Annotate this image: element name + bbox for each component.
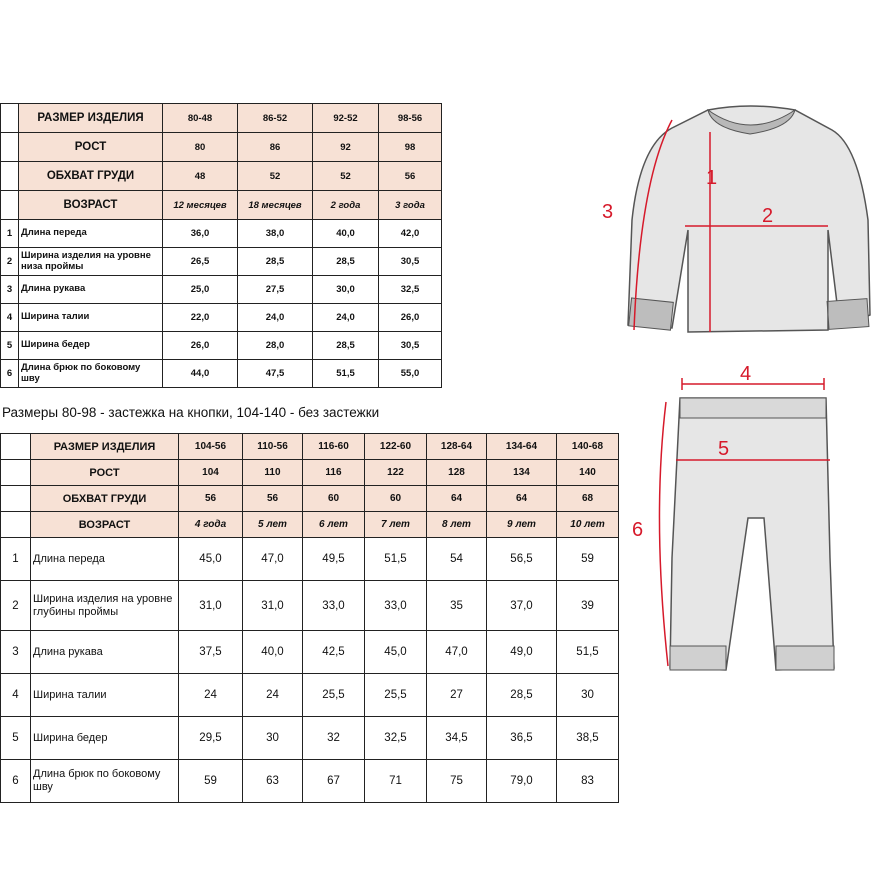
size-cell: 98-56 bbox=[379, 104, 442, 133]
value-cell: 36,5 bbox=[487, 717, 557, 760]
value-cell: 42,0 bbox=[379, 220, 442, 248]
chest-cell: 56 bbox=[179, 486, 243, 512]
row-number: 6 bbox=[1, 760, 31, 803]
value-cell: 33,0 bbox=[365, 581, 427, 631]
value-cell: 71 bbox=[365, 760, 427, 803]
table-row bbox=[1, 332, 442, 360]
value-cell: 56,5 bbox=[487, 538, 557, 581]
blank-cell bbox=[1, 460, 31, 486]
table-row bbox=[1, 304, 442, 332]
table-row bbox=[1, 248, 442, 276]
size-cell: 80-48 bbox=[163, 104, 238, 133]
value-cell: 27 bbox=[427, 674, 487, 717]
value-cell: 25,0 bbox=[163, 276, 238, 304]
value-cell: 28,5 bbox=[313, 332, 379, 360]
value-cell: 37,0 bbox=[487, 581, 557, 631]
row-label: Ширина изделия на уровне глубины проймы bbox=[31, 581, 179, 631]
chest-cell: 48 bbox=[163, 162, 238, 191]
value-cell: 47,0 bbox=[427, 631, 487, 674]
age-cell: 2 года bbox=[313, 191, 379, 220]
row-number: 1 bbox=[1, 538, 31, 581]
blank-cell bbox=[1, 104, 19, 133]
chest-cell: 60 bbox=[365, 486, 427, 512]
value-cell: 40,0 bbox=[243, 631, 303, 674]
height-cell: 134 bbox=[487, 460, 557, 486]
value-cell: 45,0 bbox=[365, 631, 427, 674]
height-cell: 116 bbox=[303, 460, 365, 486]
table-row bbox=[1, 631, 619, 674]
size-cell: 116-60 bbox=[303, 434, 365, 460]
size-label: РАЗМЕР ИЗДЕЛИЯ bbox=[31, 434, 179, 460]
age-cell: 9 лет bbox=[487, 512, 557, 538]
row-number: 2 bbox=[1, 248, 19, 276]
header-row-size bbox=[1, 434, 619, 460]
value-cell: 30 bbox=[243, 717, 303, 760]
row-number: 5 bbox=[1, 332, 19, 360]
row-number: 1 bbox=[1, 220, 19, 248]
chest-label: ОБХВАТ ГРУДИ bbox=[19, 162, 163, 191]
value-cell: 24 bbox=[243, 674, 303, 717]
value-cell: 31,0 bbox=[179, 581, 243, 631]
row-number: 5 bbox=[1, 717, 31, 760]
value-cell: 28,5 bbox=[487, 674, 557, 717]
value-cell: 36,0 bbox=[163, 220, 238, 248]
header-row-height bbox=[1, 133, 442, 162]
pants-diagram bbox=[626, 358, 866, 678]
header-row-chest bbox=[1, 486, 619, 512]
value-cell: 22,0 bbox=[163, 304, 238, 332]
table-row bbox=[1, 220, 442, 248]
size-cell: 128-64 bbox=[427, 434, 487, 460]
table-row bbox=[1, 360, 442, 388]
measure-label-1: 1 bbox=[706, 167, 718, 189]
row-number: 4 bbox=[1, 304, 19, 332]
table-row bbox=[1, 276, 442, 304]
age-cell: 6 лет bbox=[303, 512, 365, 538]
value-cell: 35 bbox=[427, 581, 487, 631]
chest-cell: 68 bbox=[557, 486, 619, 512]
value-cell: 44,0 bbox=[163, 360, 238, 388]
value-cell: 28,5 bbox=[238, 248, 313, 276]
value-cell: 63 bbox=[243, 760, 303, 803]
row-label: Длина рукава bbox=[19, 276, 163, 304]
value-cell: 28,5 bbox=[313, 248, 379, 276]
value-cell: 59 bbox=[557, 538, 619, 581]
value-cell: 51,5 bbox=[365, 538, 427, 581]
value-cell: 79,0 bbox=[487, 760, 557, 803]
blank-cell bbox=[1, 191, 19, 220]
measure-label-2: 2 bbox=[762, 205, 774, 227]
value-cell: 38,0 bbox=[238, 220, 313, 248]
size-table-small bbox=[0, 103, 442, 388]
measure-label-6: 6 bbox=[632, 519, 644, 541]
chest-cell: 64 bbox=[427, 486, 487, 512]
value-cell: 49,5 bbox=[303, 538, 365, 581]
value-cell: 24 bbox=[179, 674, 243, 717]
value-cell: 67 bbox=[303, 760, 365, 803]
row-label: Ширина изделия на уровне низа проймы bbox=[19, 248, 163, 276]
value-cell: 47,5 bbox=[238, 360, 313, 388]
value-cell: 59 bbox=[179, 760, 243, 803]
value-cell: 40,0 bbox=[313, 220, 379, 248]
age-cell: 8 лет bbox=[427, 512, 487, 538]
size-cell: 134-64 bbox=[487, 434, 557, 460]
age-label: ВОЗРАСТ bbox=[19, 191, 163, 220]
value-cell: 28,0 bbox=[238, 332, 313, 360]
height-cell: 128 bbox=[427, 460, 487, 486]
value-cell: 33,0 bbox=[303, 581, 365, 631]
row-label: Ширина талии bbox=[31, 674, 179, 717]
value-cell: 42,5 bbox=[303, 631, 365, 674]
age-cell: 4 года bbox=[179, 512, 243, 538]
value-cell: 32,5 bbox=[365, 717, 427, 760]
age-cell: 10 лет bbox=[557, 512, 619, 538]
table-row bbox=[1, 538, 619, 581]
height-cell: 110 bbox=[243, 460, 303, 486]
size-cell: 104-56 bbox=[179, 434, 243, 460]
chest-cell: 60 bbox=[303, 486, 365, 512]
value-cell: 26,5 bbox=[163, 248, 238, 276]
size-cell: 86-52 bbox=[238, 104, 313, 133]
value-cell: 29,5 bbox=[179, 717, 243, 760]
value-cell: 37,5 bbox=[179, 631, 243, 674]
row-label: Длина брюк по боковому шву bbox=[19, 360, 163, 388]
value-cell: 30 bbox=[557, 674, 619, 717]
height-label: РОСТ bbox=[31, 460, 179, 486]
row-label: Длина переда bbox=[31, 538, 179, 581]
blank-cell bbox=[1, 434, 31, 460]
closure-note: Размеры 80-98 - застежка на кнопки, 104-140 - без застежки bbox=[2, 405, 380, 420]
table-row bbox=[1, 581, 619, 631]
blank-cell bbox=[1, 512, 31, 538]
height-cell: 80 bbox=[163, 133, 238, 162]
age-cell: 18 месяцев bbox=[238, 191, 313, 220]
value-cell: 30,5 bbox=[379, 332, 442, 360]
size-label: РАЗМЕР ИЗДЕЛИЯ bbox=[19, 104, 163, 133]
value-cell: 32,5 bbox=[379, 276, 442, 304]
table-row bbox=[1, 674, 619, 717]
row-number: 3 bbox=[1, 631, 31, 674]
header-row-chest bbox=[1, 162, 442, 191]
value-cell: 45,0 bbox=[179, 538, 243, 581]
size-cell: 110-56 bbox=[243, 434, 303, 460]
row-number: 3 bbox=[1, 276, 19, 304]
age-cell: 5 лет bbox=[243, 512, 303, 538]
value-cell: 25,5 bbox=[303, 674, 365, 717]
size-cell: 122-60 bbox=[365, 434, 427, 460]
value-cell: 54 bbox=[427, 538, 487, 581]
chest-cell: 56 bbox=[379, 162, 442, 191]
height-cell: 140 bbox=[557, 460, 619, 486]
value-cell: 26,0 bbox=[379, 304, 442, 332]
value-cell: 83 bbox=[557, 760, 619, 803]
sweatshirt-diagram bbox=[600, 100, 878, 350]
size-cell: 140-68 bbox=[557, 434, 619, 460]
age-label: ВОЗРАСТ bbox=[31, 512, 179, 538]
row-label: Длина брюк по боковому шву bbox=[31, 760, 179, 803]
value-cell: 26,0 bbox=[163, 332, 238, 360]
header-row-size bbox=[1, 104, 442, 133]
row-label: Длина рукава bbox=[31, 631, 179, 674]
chest-cell: 56 bbox=[243, 486, 303, 512]
row-label: Длина переда bbox=[19, 220, 163, 248]
value-cell: 30,5 bbox=[379, 248, 442, 276]
age-cell: 7 лет bbox=[365, 512, 427, 538]
measure-label-3: 3 bbox=[602, 201, 614, 223]
blank-cell bbox=[1, 486, 31, 512]
age-cell: 12 месяцев bbox=[163, 191, 238, 220]
row-label: Ширина талии bbox=[19, 304, 163, 332]
value-cell: 24,0 bbox=[238, 304, 313, 332]
value-cell: 25,5 bbox=[365, 674, 427, 717]
chest-label: ОБХВАТ ГРУДИ bbox=[31, 486, 179, 512]
value-cell: 30,0 bbox=[313, 276, 379, 304]
value-cell: 32 bbox=[303, 717, 365, 760]
value-cell: 51,5 bbox=[313, 360, 379, 388]
value-cell: 24,0 bbox=[313, 304, 379, 332]
height-cell: 92 bbox=[313, 133, 379, 162]
value-cell: 55,0 bbox=[379, 360, 442, 388]
blank-cell bbox=[1, 133, 19, 162]
height-label: РОСТ bbox=[19, 133, 163, 162]
row-label: Ширина бедер bbox=[19, 332, 163, 360]
height-cell: 122 bbox=[365, 460, 427, 486]
table-row bbox=[1, 717, 619, 760]
value-cell: 31,0 bbox=[243, 581, 303, 631]
header-row-age bbox=[1, 191, 442, 220]
header-row-height bbox=[1, 460, 619, 486]
value-cell: 27,5 bbox=[238, 276, 313, 304]
value-cell: 75 bbox=[427, 760, 487, 803]
chest-cell: 52 bbox=[313, 162, 379, 191]
measure-label-5: 5 bbox=[718, 438, 730, 460]
value-cell: 51,5 bbox=[557, 631, 619, 674]
value-cell: 47,0 bbox=[243, 538, 303, 581]
height-cell: 86 bbox=[238, 133, 313, 162]
age-cell: 3 года bbox=[379, 191, 442, 220]
chest-cell: 64 bbox=[487, 486, 557, 512]
size-cell: 92-52 bbox=[313, 104, 379, 133]
height-cell: 104 bbox=[179, 460, 243, 486]
table-row bbox=[1, 760, 619, 803]
row-number: 4 bbox=[1, 674, 31, 717]
row-number: 2 bbox=[1, 581, 31, 631]
value-cell: 39 bbox=[557, 581, 619, 631]
value-cell: 49,0 bbox=[487, 631, 557, 674]
size-table-large bbox=[0, 433, 619, 803]
header-row-age bbox=[1, 512, 619, 538]
measure-label-4: 4 bbox=[740, 363, 752, 385]
value-cell: 38,5 bbox=[557, 717, 619, 760]
row-label: Ширина бедер bbox=[31, 717, 179, 760]
height-cell: 98 bbox=[379, 133, 442, 162]
row-number: 6 bbox=[1, 360, 19, 388]
value-cell: 34,5 bbox=[427, 717, 487, 760]
blank-cell bbox=[1, 162, 19, 191]
chest-cell: 52 bbox=[238, 162, 313, 191]
